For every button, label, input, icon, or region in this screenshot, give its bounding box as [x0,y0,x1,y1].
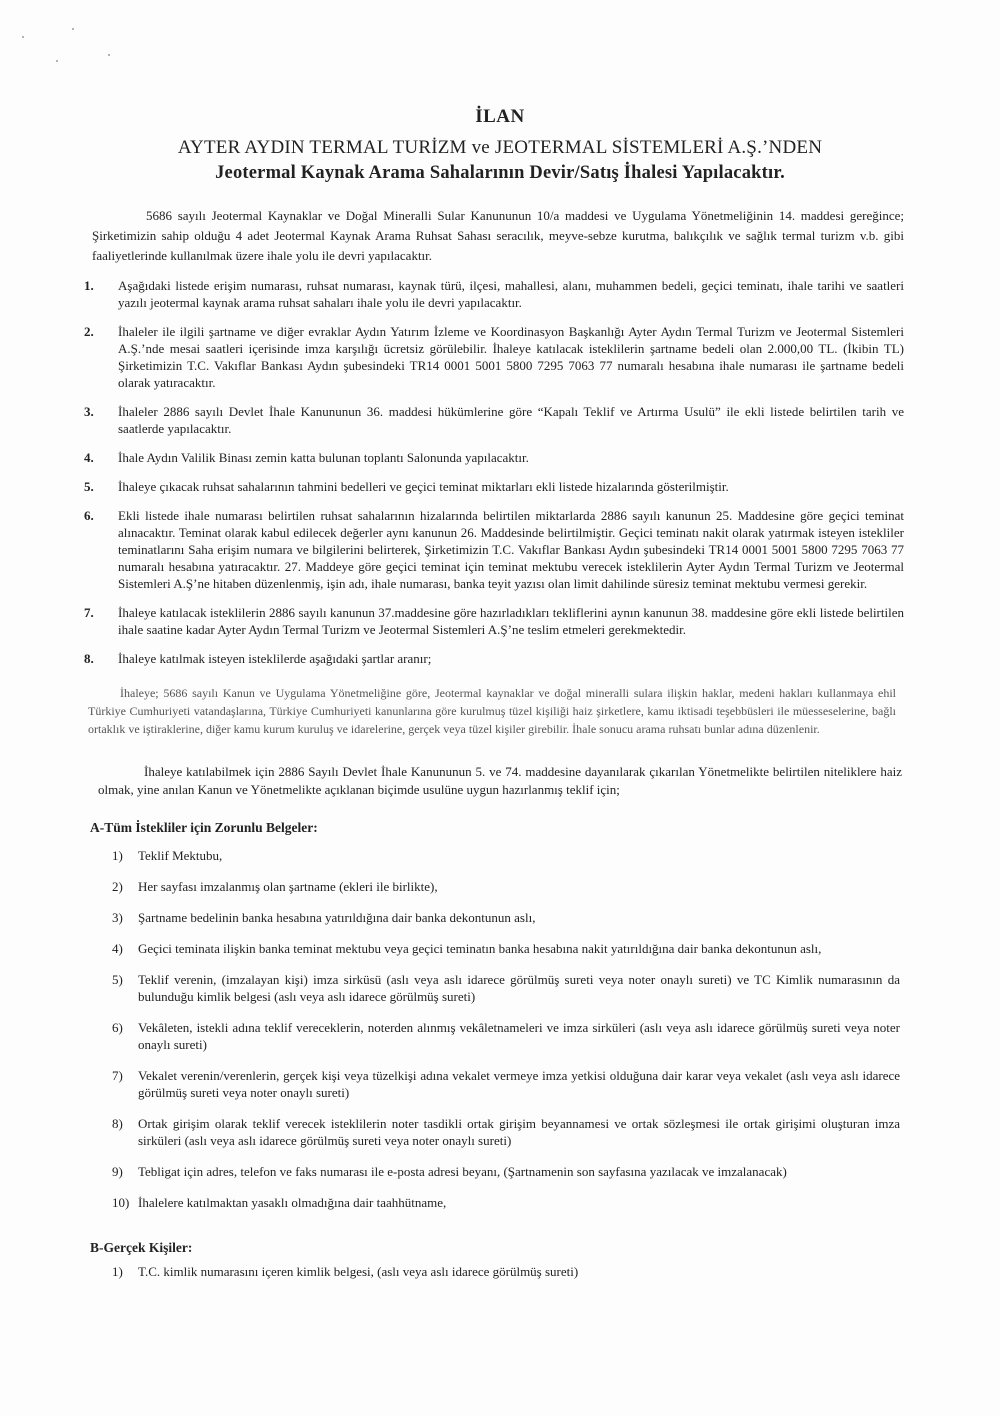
required-document-item [112,1115,900,1149]
required-document-item [112,909,900,926]
intro-paragraph: 5686 sayılı Jeotermal Kaynaklar ve Doğal Mineralli Sular Kanununun 10/a maddesi ve Uygulama Yönetmeliğinin 14. maddesi gereğince; Şirketimizin sahip olduğu 4 adet Jeotermal Kaynak Arama Ruhsat Sahası seracılık, meyve-sebze kurutma, balıkçılık ve sağlık termal turizm v.b. gibi faaliyetlerinde kullanılmak üzere ihale yolu ile devri yapılacaktır. [92,208,904,263]
document-item-text: Teklif Mektubu, [138,848,223,863]
required-document-item [112,971,900,1005]
clause-item [84,277,904,311]
document-item-text: Şartname bedelinin banka hesabına yatırıldığına dair banka dekontunun aslı, [138,910,536,925]
clause-text: İhaleye çıkacak ruhsat sahalarının tahmini bedelleri ve geçici teminat miktarları ekli listede hizalarında gösterilmiştir. [118,479,729,494]
clause-item [84,323,904,391]
clause-item [84,449,904,466]
required-document-item [112,940,900,957]
clause-text: İhaleye katılmak isteyen isteklilerde aşağıdaki şartlar aranır; [118,651,432,666]
clause-text: İhale Aydın Valilik Binası zemin katta bulunan toplantı Salonunda yapılacaktır. [118,450,529,465]
required-document-item [112,1263,900,1280]
document-item-number: 8) [112,1116,123,1131]
document-item-number: 1) [112,848,123,863]
section-b-heading: B-Gerçek Kişiler: [90,1240,193,1255]
document-item-text: Vekâleten, istekli adına teklif vereceklerin, noterden alınmış vekâletnameleri ve imza sirküleri (aslı veya aslı idarece görülmüş sureti veya noter onaylı sureti) [138,1020,900,1052]
document-item-number: 7) [112,1068,123,1083]
document-subtitle: AYTER AYDIN TERMAL TURİZM ve JEOTERMAL SİSTEMLERİ A.Ş.’NDEN [177,137,823,158]
document-item-text: Geçici teminata ilişkin banka teminat mektubu veya geçici teminatın banka hesabına nakit yatırıldığına dair banka dekontunun aslı, [138,941,822,956]
required-document-item [112,1067,900,1101]
eligibility-note: İhaleye; 5686 sayılı Kanun ve Uygulama Yönetmeliğine göre, Jeotermal kaynaklar ve doğal mineralli sulara ilişkin haklar, medeni hakları kullanmaya ehil Türkiye Cumhuriyeti vatandaşlarına, Türkiye Cumhuriyeti kanunlarına göre kurulmuş tüzel kişiliği haiz şirketlere, kamu iktisadi teşebbüsleri ile müesseselerine, bağlı ortaklık ve iştiraklerine, diğer kamu kurum kuruluş ve idarelerine, gerçek veya tüzel kişiler girebilir. İhale sonucu arama ruhsatı bunlar adına düzenlenir. [88,686,896,736]
clause-item [84,650,904,667]
document-item-number: 9) [112,1164,123,1179]
clause-number: 8. [84,651,94,666]
clause-text: Aşağıdaki listede erişim numarası, ruhsat numarası, kaynak türü, ilçesi, mahallesi, alanı, muhammen bedeli, geçici teminatı, ihale tarihi ve saatleri yazılı jeotermal kaynak arama ruhsat sahaları ihale yolu ile devri yapılacaktır. [118,278,904,310]
document-item-number: 1) [112,1264,123,1279]
clause-text: İhaleler 2886 sayılı Devlet İhale Kanununun 36. maddesi hükümlerine göre “Kapalı Teklif ve Artırma Usulü” ile ekli listede belirtilen tarih ve saatlerde yapılacaktır. [118,404,904,436]
clause-item [84,478,904,495]
section-a-list [112,847,900,1225]
clause-number: 4. [84,450,94,465]
document-item-number: 2) [112,879,123,894]
scan-speck [22,36,24,38]
document-item-text: Vekalet verenin/verenlerin, gerçek kişi veya tüzelkişi adına vekalet vermeye imza yetkisi olduğuna dair karar veya vekalet (aslı veya aslı idarece görülmüş sureti veya noter onaylı sureti) [138,1068,900,1100]
required-document-item [112,847,900,864]
clause-text: Ekli listede ihale numarası belirtilen ruhsat sahalarının hizalarında belirtilen miktarlarda 2886 sayılı kanunun 25. Maddesine göre geçici teminat alınacaktır. Teminat olarak kabul edilecek değerler aynı kanunun 26. Maddesinde belirtilmiştir. Geçici teminatı nakit olarak yatırmak isteyen istekliler teminatlarını Saha erişim numara ve bilgilerini belirterek, Şirketimizin T.C. Vakıflar Bankası Aydın şubesindeki TR14 0001 5001 5800 7295 7063 77 numaralı hesabına yatıracaktır. 27. Maddeye göre geçici teminat için teminat mektubu verecek isteklilerin Ayter Aydın Termal Turizm ve Jeotermal Sistemleri A.Ş’ne hitaben düzenlenmiş, işin adı, ihale numarası, banka teyit yazısı olan limit dahilinde süresiz teminat mektubu vermesi gerekir. [118,508,904,591]
qualification-paragraph: İhaleye katılabilmek için 2886 Sayılı Devlet İhale Kanununun 5. ve 74. maddesine dayanılarak çıkarılan Yönetmelikte belirtilen niteliklere haiz olmak, yine anılan Kanun ve Yönetmelikte açıklanan biçimde usulüne uygun hazırlanmış teklif için; [98,764,902,797]
numbered-clauses [84,277,904,679]
section-b-list [112,1263,900,1294]
clause-number: 7. [84,605,94,620]
required-document-item [112,878,900,895]
document-item-text: Her sayfası imzalanmış olan şartname (ekleri ile birlikte), [138,879,438,894]
section-a-heading: A-Tüm İstekliler için Zorunlu Belgeler: [90,820,318,835]
clause-item [84,507,904,592]
clause-item [84,604,904,638]
clause-number: 1. [84,278,94,293]
clause-number: 5. [84,479,94,494]
clause-item [84,403,904,437]
document-item-number: 10) [112,1195,130,1210]
required-document-item [112,1019,900,1053]
clause-text: İhaleye katılacak isteklilerin 2886 sayılı kanunun 37.maddesine göre hazırladıkları tekliflerini aynın kanunun 38. maddesine göre ekli listede belirtilen ihale saatine kadar Ayter Aydın Termal Turizm ve Jeotermal Sistemleri A.Ş’ne teslim etmeleri gerekmektedir. [118,605,904,637]
document-item-text: Teklif verenin, (imzalayan kişi) imza sirküsü (aslı veya aslı idarece görülmüş sureti veya noter onaylı sureti) ve TC Kimlik numarasının da bulunduğu kimlik belgesi (aslı veya aslı idarece görülmüş sureti) [138,972,900,1004]
scan-speck [72,28,74,30]
scan-speck [56,60,58,62]
document-item-number: 5) [112,972,123,987]
document-item-text: Ortak girişim olarak teklif verecek isteklilerin noter tasdikli ortak girişim beyannamesi ve ortak sözleşmesi ile ortak girişimi oluşturan imza sirküleri (aslı veya aslı idarece görülmüş sureti veya noter onaylı sureti) [138,1116,900,1148]
document-item-number: 4) [112,941,123,956]
required-document-item [112,1163,900,1180]
required-document-item [112,1194,900,1211]
document-item-number: 6) [112,1020,123,1035]
document-subheading: Jeotermal Kaynak Arama Sahalarının Devir/Satış İhalesi Yapılacaktır. [215,163,785,183]
clause-number: 6. [84,508,94,523]
scan-speck [108,54,110,56]
document-item-number: 3) [112,910,123,925]
document-item-text: T.C. kimlik numarasını içeren kimlik belgesi, (aslı veya aslı idarece görülmüş sureti) [138,1264,579,1279]
clause-text: İhaleler ile ilgili şartname ve diğer evraklar Aydın Yatırım İzleme ve Koordinasyon Başkanlığı Ayter Aydın Termal Turizm ve Jeotermal Sistemleri A.Ş.’nde mesai saatleri içerisinde imza karşılığı ücretsiz görülebilir. İhaleye katılacak isteklilerin şartname bedeli olan 2.000,00 TL. (İkibin TL) Şirketimizin T.C. Vakıflar Bankası Aydın şubesindeki TR14 0001 5001 5800 7295 7063 77 numaralı hesabına ihale numarası ile şartname bedeli olarak yatıracaktır. [118,324,904,390]
document-item-text: Tebligat için adres, telefon ve faks numarası ile e-posta adresi beyanı, (Şartnamenin son sayfasına yazılacak ve imzalanacak) [138,1164,787,1179]
document-item-text: İhalelere katılmaktan yasaklı olmadığına dair taahhütname, [138,1195,447,1210]
document-title: İLAN [475,106,525,127]
clause-number: 3. [84,404,94,419]
clause-number: 2. [84,324,94,339]
